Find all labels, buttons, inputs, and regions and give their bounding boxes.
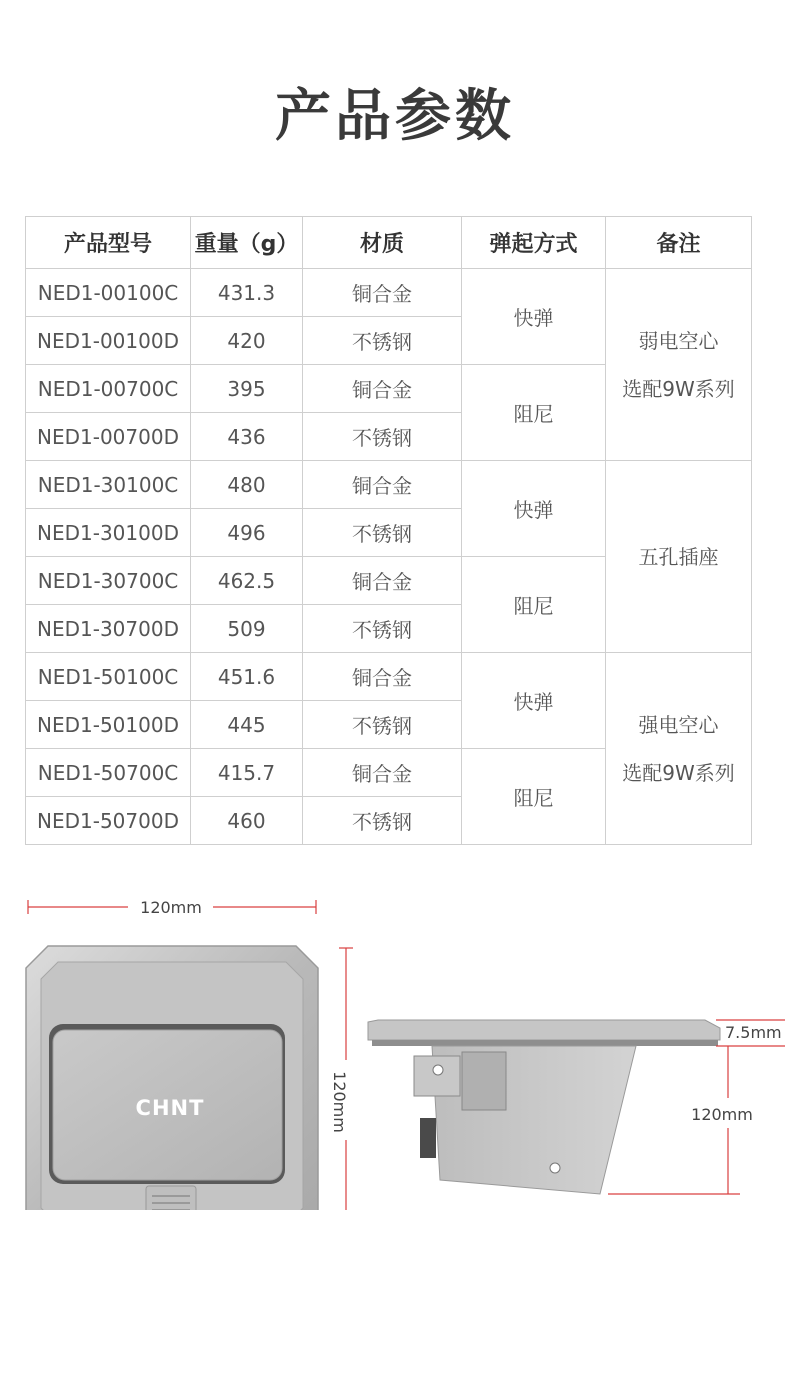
- cell-material: 铜合金: [303, 557, 462, 605]
- cell-model: NED1-30100D: [26, 509, 191, 557]
- cell-model: NED1-50700D: [26, 797, 191, 845]
- cell-popup: 快弹: [462, 461, 606, 557]
- note-line-1: 弱电空心: [638, 328, 719, 353]
- cell-material: 不锈钢: [303, 509, 462, 557]
- cell-material: 铜合金: [303, 461, 462, 509]
- cell-material: 铜合金: [303, 269, 462, 317]
- cell-model: NED1-30700C: [26, 557, 191, 605]
- cell-popup: 阻尼: [462, 365, 606, 461]
- header-weight: 重量（g）: [191, 217, 303, 269]
- width-label: 120mm: [140, 898, 202, 917]
- cell-model: NED1-50700C: [26, 749, 191, 797]
- cell-popup: 快弹: [462, 269, 606, 365]
- note-line-2: 选配9W系列: [622, 376, 735, 401]
- cell-model: NED1-00100D: [26, 317, 191, 365]
- cell-notes: [606, 461, 752, 653]
- cell-material: 铜合金: [303, 653, 462, 701]
- cell-notes: [606, 653, 752, 845]
- cell-model: NED1-00100C: [26, 269, 191, 317]
- socket-side-view: [368, 1020, 720, 1194]
- cell-material: 不锈钢: [303, 797, 462, 845]
- dimension-drawings: [0, 880, 790, 1210]
- cell-weight: 431.3: [191, 269, 303, 317]
- brand-logo: CHNT: [135, 1096, 205, 1120]
- cell-weight: 420: [191, 317, 303, 365]
- cell-weight: 496: [191, 509, 303, 557]
- cell-weight: 395: [191, 365, 303, 413]
- cell-notes: [606, 269, 752, 461]
- cell-material: 不锈钢: [303, 413, 462, 461]
- thickness-label: 7.5mm: [725, 1023, 782, 1042]
- table-row: [26, 269, 752, 317]
- table-header-row: [26, 217, 752, 269]
- note-line-1: 强电空心: [638, 712, 719, 737]
- thickness-dimension: [716, 1020, 785, 1046]
- cell-model: NED1-00700D: [26, 413, 191, 461]
- cell-material: 铜合金: [303, 749, 462, 797]
- table-row: [26, 461, 752, 509]
- header-notes: 备注: [606, 217, 752, 269]
- height-dimension: [330, 948, 353, 1210]
- height-label: 120mm: [330, 1071, 349, 1133]
- cell-model: NED1-30700D: [26, 605, 191, 653]
- cell-weight: 451.6: [191, 653, 303, 701]
- cell-material: 不锈钢: [303, 605, 462, 653]
- cell-model: NED1-50100D: [26, 701, 191, 749]
- cell-model: NED1-50100C: [26, 653, 191, 701]
- cell-weight: 509: [191, 605, 303, 653]
- header-material: 材质: [303, 217, 462, 269]
- cell-weight: 415.7: [191, 749, 303, 797]
- cell-popup: 阻尼: [462, 557, 606, 653]
- cell-weight: 445: [191, 701, 303, 749]
- page-title: 产品参数: [275, 84, 515, 149]
- width-dimension: [28, 898, 316, 917]
- cell-weight: 460: [191, 797, 303, 845]
- cell-popup: 快弹: [462, 653, 606, 749]
- header-model: 产品型号: [26, 217, 191, 269]
- depth-label: 120mm: [691, 1105, 753, 1124]
- cell-material: 不锈钢: [303, 701, 462, 749]
- cell-model: NED1-00700C: [26, 365, 191, 413]
- cell-weight: 462.5: [191, 557, 303, 605]
- header-popup: 弹起方式: [462, 217, 606, 269]
- cell-popup: 阻尼: [462, 749, 606, 845]
- spec-table: [25, 216, 752, 845]
- cell-model: NED1-30100C: [26, 461, 191, 509]
- note-line-1: 五孔插座: [638, 544, 719, 569]
- cell-weight: 480: [191, 461, 303, 509]
- note-line-2: 选配9W系列: [622, 760, 735, 785]
- table-row: [26, 653, 752, 701]
- socket-top-view: [26, 946, 318, 1210]
- cell-material: 铜合金: [303, 365, 462, 413]
- cell-weight: 436: [191, 413, 303, 461]
- cell-material: 不锈钢: [303, 317, 462, 365]
